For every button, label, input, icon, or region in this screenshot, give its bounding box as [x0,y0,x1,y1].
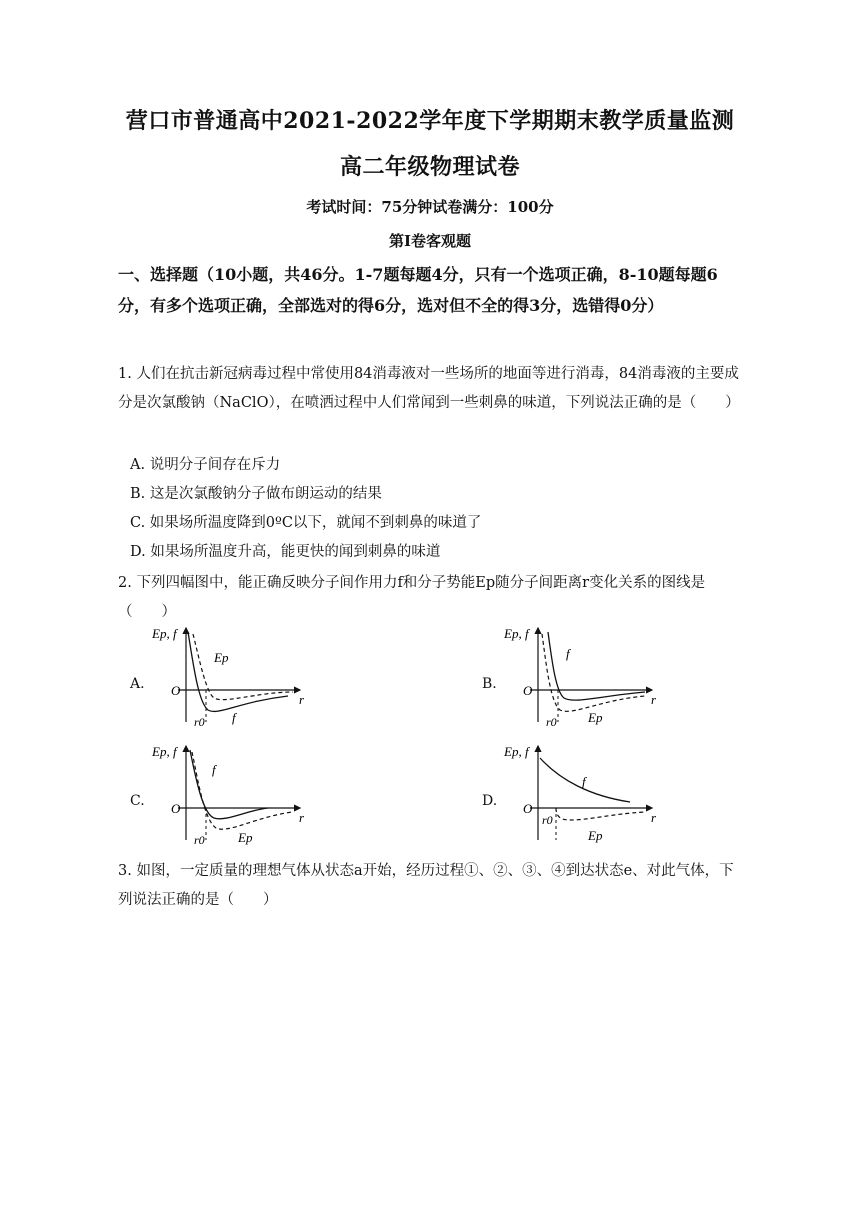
curve-label-1: f [212,762,216,777]
question-2-stem: 2. 下列四幅图中，能正确反映分子间作用力f和分子势能Ep随分子间距离r变化关系的图线是（ ） [118,575,706,620]
curve-label-1: f [582,774,586,789]
x-axis-label: r [651,810,657,825]
x-axis-label: r [299,810,305,825]
r0-label: r0 [194,715,205,729]
curve-label-1: Ep [214,650,229,665]
q1-option-a: A. 说明分子间存在斥力 [130,457,281,473]
y-axis-label: Ep, f [504,744,529,759]
origin-label: O [171,801,181,816]
figure-b-graph [500,622,670,732]
curve-label-2: Ep [238,830,253,845]
exam-info: 考试时间：75分钟试卷满分：100分 [306,198,554,216]
figure-c-graph [148,740,318,850]
curve-label-2: Ep [588,710,603,725]
r0-label: r0 [194,833,205,847]
y-axis-label: Ep, f [152,744,177,759]
figure-a-graph [148,622,318,732]
exam-title: 营口市普通高中2021-2022学年度下学期期末教学质量监测 [125,108,735,134]
q1-option-b: B. 这是次氯酸钠分子做布朗运动的结果 [130,486,382,502]
figure-c-label: C. [130,793,145,809]
q1-option-c: C. 如果场所温度降到0ºC以下，就闻不到刺鼻的味道了 [130,515,482,531]
curve-label-2: f [232,710,236,725]
x-axis-label: r [651,692,657,707]
figure-b-label: B. [482,676,497,692]
figure-a-label: A. [130,676,145,692]
origin-label: O [171,683,181,698]
question-1-stem: 1. 人们在抗击新冠病毒过程中常使用84消毒液对一些场所的地面等进行消毒，84消毒液的主要成分是次氯酸钠（NaClO），在喷洒过程中人们常闻到一些刺鼻的味道，下列说法正确的是（ ） [118,366,740,411]
y-axis-label: Ep, f [504,626,529,641]
curve-label-2: Ep [588,828,603,843]
figure-d-label: D. [482,793,498,809]
q1-option-d: D. 如果场所温度升高，能更快的闻到刺鼻的味道 [130,544,441,560]
figure-d-graph [500,740,670,850]
exam-subtitle: 高二年级物理试卷 [339,154,520,180]
r0-label: r0 [542,813,553,827]
r0-label: r0 [546,715,557,729]
volume-heading: 第Ⅰ卷客观题 [388,232,472,250]
x-axis-label: r [299,692,305,707]
origin-label: O [523,683,533,698]
y-axis-label: Ep, f [152,626,177,641]
section-heading: 一、选择题（10小题，共46分。1-7题每题4分，只有一个选项正确，8-10题每题6分，有多个选项正确，全部选对的得6分，选对但不全的得3分，选错得0分） [118,265,718,315]
origin-label: O [523,801,533,816]
question-3-stem: 3. 如图，一定质量的理想气体从状态a开始，经历过程①、②、③、④到达状态e、对此气体，下列说法正确的是（ ） [118,863,734,908]
curve-label-1: f [566,646,570,661]
